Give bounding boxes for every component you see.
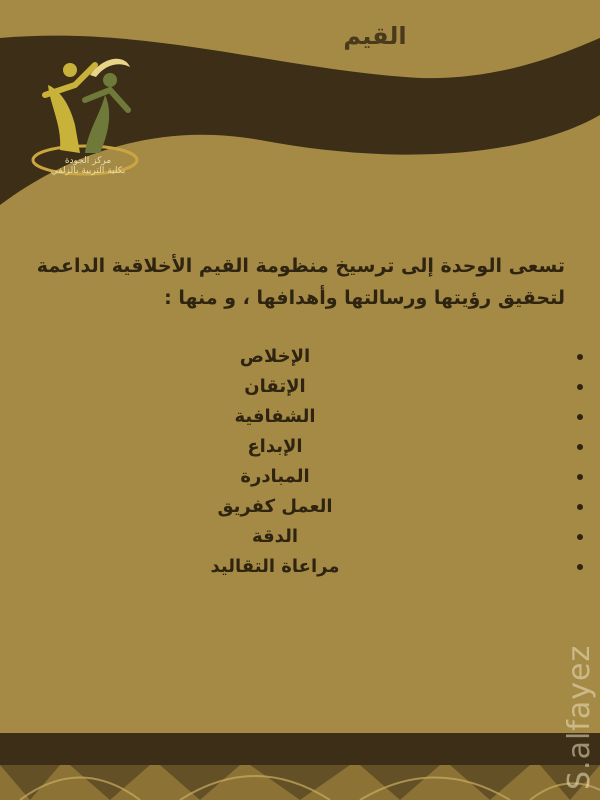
- value-label: الشفافية: [234, 406, 316, 427]
- bullet-icon: [577, 444, 583, 450]
- logo-caption: [28, 156, 148, 176]
- bullet-icon: [577, 354, 583, 360]
- values-list: [0, 342, 600, 582]
- page-title: القيم: [343, 22, 407, 50]
- value-item: [0, 552, 600, 582]
- value-item: [0, 522, 600, 552]
- intro-paragraph: تسعى الوحدة إلى ترسيخ منظومة القيم الأخلاقية الداعمة لتحقيق رؤيتها ورسالتها وأهدافها ، و منها :: [36, 255, 565, 309]
- bullet-icon: [577, 474, 583, 480]
- bullet-icon: [577, 534, 583, 540]
- value-item: [0, 342, 600, 372]
- bottom-dark-band: [0, 733, 600, 765]
- value-item: [0, 492, 600, 522]
- bullet-icon: [577, 504, 583, 510]
- top-wave-band: [0, 36, 600, 205]
- value-label: العمل كفريق: [217, 496, 333, 517]
- value-label: الإتقان: [244, 376, 306, 397]
- value-label: الإبداع: [247, 436, 303, 457]
- bullet-icon: [577, 414, 583, 420]
- value-item: [0, 462, 600, 492]
- value-item: [0, 432, 600, 462]
- value-item: [0, 372, 600, 402]
- value-label: الدقة: [251, 526, 299, 547]
- value-label: المبادرة: [240, 466, 310, 487]
- logo-caption-line1: مركز الجودة: [64, 156, 112, 166]
- value-item: [0, 402, 600, 432]
- value-label: مراعاة التقاليد: [210, 556, 340, 577]
- logo-caption-line2: بكلية التربية بالزلفي: [50, 166, 126, 176]
- bullet-icon: [577, 384, 583, 390]
- value-label: الإخلاص: [239, 346, 311, 367]
- signature-watermark: S.alfayez: [562, 644, 597, 790]
